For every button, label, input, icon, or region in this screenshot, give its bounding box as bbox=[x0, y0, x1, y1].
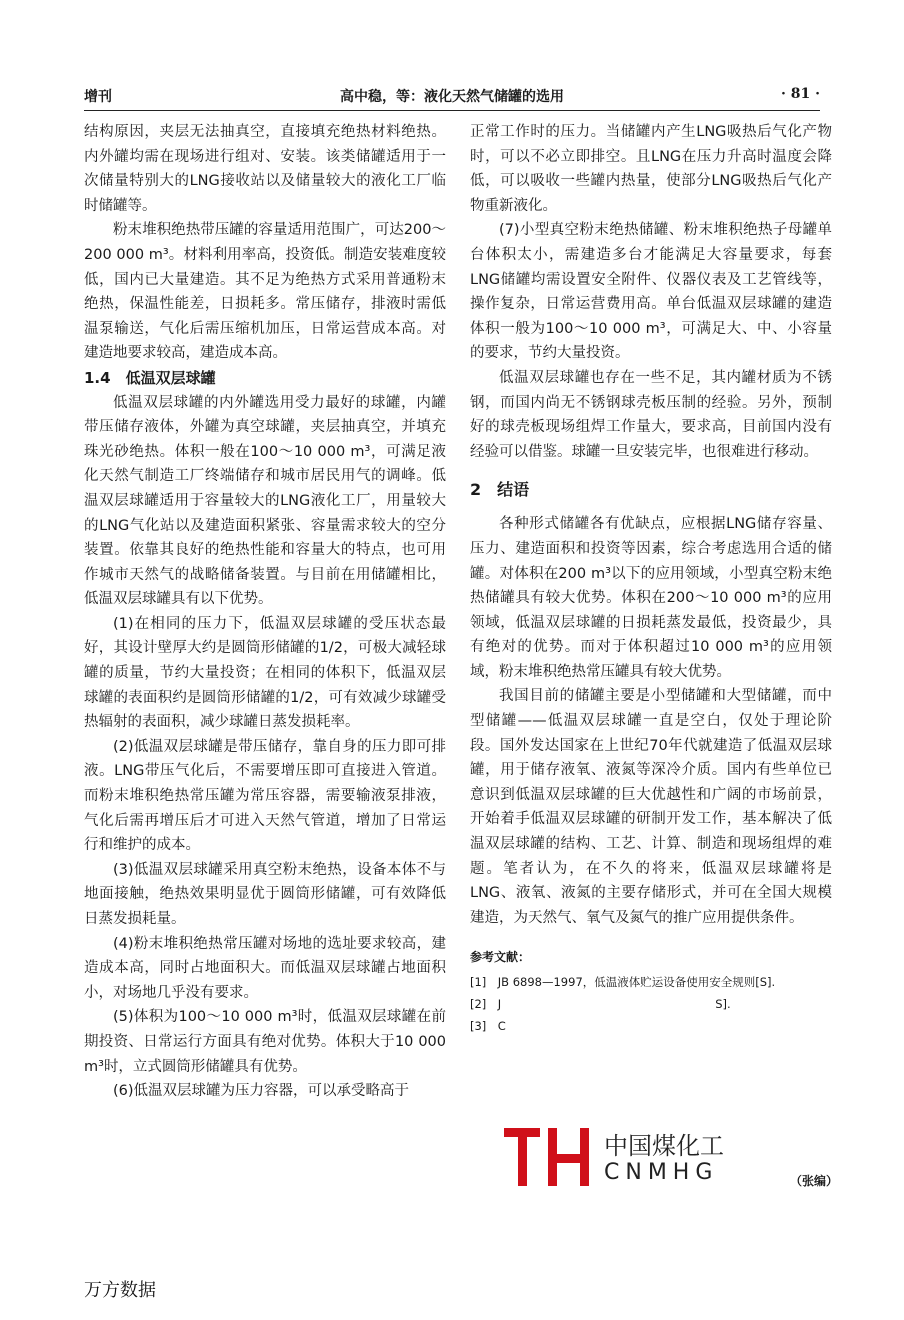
paragraph: (5)体积为100～10 000 m³时，低温双层球罐在前期投资、日常运行方面具有绝对优势。体积大于10 000 m³时，立式圆筒形储罐具有优势。 bbox=[84, 1009, 446, 1075]
paragraph: 低温双层球罐也存在一些不足，其内罐材质为不锈钢，而国内尚无不锈钢球壳板压制的经验。另外，预制好的球壳板现场组焊工作量大，要求高，目前国内没有经验可以借鉴。球罐一旦安装完毕，也很难进行移动。 bbox=[470, 369, 832, 460]
reference-item: [3] C bbox=[470, 1019, 506, 1034]
paragraph: 低温双层球罐的内外罐选用受力最好的球罐，内罐带压储存液体，外罐为真空球罐，夹层抽真空，并填充珠光砂绝热。体积一般在100～10 000 m³，可满足液化天然气制造工厂终端储存和城市居民用气的调峰。低温双层球罐适用于容量较大的LNG液化工厂，用量较大的LNG气化站以及建造面积紧张、容量需求较大的空分装置。依靠其良好的绝热性能和容量大的特点，也可用作城市天然气的战略储备装置。与目前在用储罐相比，低温双层球罐具有以下优势。 bbox=[84, 394, 446, 608]
paragraph: (2)低温双层球罐是带压储存，靠自身的压力即可排液。LNG带压气化后，不需要增压即可直接进入管道。而粉末堆积绝热常压罐为常压容器，需要输液泵排液，气化后需再增压后才可进入天然气管道，增加了日常运行和维护的成本。 bbox=[84, 738, 446, 854]
wanfang-watermark: 万方数据 bbox=[84, 1280, 156, 1301]
paragraph: 粉末堆积绝热带压罐的容量适用范围广，可达200～200 000 m³。材料利用率高，投资低。制造安装难度较低，国内已大量建造。其不足为绝热方式采用普通粉末绝热，保温性能差，日损耗多。常压储存，排液时需低温泵输送，气化后需压缩机加压，日常运营成本高。对建造地要求较高，建造成本高。 bbox=[84, 222, 446, 362]
right-column bbox=[470, 120, 832, 1037]
subsection-heading: 1.4 低温双层球罐 bbox=[84, 368, 216, 387]
left-column bbox=[84, 120, 446, 1104]
section-heading: 2 结语 bbox=[470, 480, 530, 500]
reference-item bbox=[470, 993, 832, 1015]
paragraph: 各种形式储罐各有优缺点，应根据LNG储存容量、压力、建造面积和投资等因素，综合考虑选用合适的储罐。对体积在200 m³以下的应用领域，小型真空粉末绝热储罐具有较大优势。体积在200～10 000 m³的应用领域，低温双层球罐的日损耗蒸发最低，投资最少，具有绝对的优势。而对于体积超过10 000 m³的应用领域，粉末堆积绝热常压罐具有较大优势。 bbox=[470, 516, 832, 680]
reference-item-text: [2] J bbox=[470, 997, 502, 1012]
header-journal-issue: 增刊 bbox=[84, 89, 112, 105]
logo-chinese-text: 中国煤化工 bbox=[604, 1132, 724, 1160]
references bbox=[470, 948, 832, 1037]
running-header bbox=[84, 86, 820, 106]
paragraph: 我国目前的储罐主要是小型储罐和大型储罐，而中型储罐——低温双层球罐一直是空白，仅处于理论阶段。国外发达国家在上世纪70年代就建造了低温双层球罐，用于储存液氧、液氮等深冷介质。国内有些单位已意识到低温双层球罐的巨大优越性和广阔的市场前景，开始着手低温双层球罐的研制开发工作，基本解决了低温双层球罐的结构、工艺、计算、制造和现场组焊的难题。笔者认为，在不久的将来，低温双层球罐将是LNG、液氧、液氮的主要存储形式，并可在全国大规模建造，为天然气、氧气及氮气的推广应用提供条件。 bbox=[470, 688, 832, 926]
logo-mark-icon bbox=[502, 1124, 594, 1188]
paragraph: (7)小型真空粉末绝热储罐、粉末堆积绝热子母罐单台体积太小，需建造多台才能满足大容量要求，每套LNG储罐均需设置安全附件、仪器仪表及工艺管线等，操作复杂，日常运营费用高。单台低温双层球罐的建造体积一般为100～10 000 m³，可满足大、中、小容量的要求，节约大量投资。 bbox=[470, 222, 832, 362]
logo-english-text: CNMHG bbox=[604, 1160, 719, 1185]
paragraph: 正常工作时的压力。当储罐内产生LNG吸热后气化产物时，可以不必立即排空。且LNG在压力升高时温度会降低，可以吸收一些罐内热量，使部分LNG吸热后气化产物重新液化。 bbox=[470, 124, 832, 214]
paragraph: (4)粉末堆积绝热常压罐对场地的选址要求较高，建造成本高，同时占地面积大。而低温双层球罐占地面积小，对场地几乎没有要求。 bbox=[84, 935, 446, 1001]
cnmhg-logo bbox=[502, 1122, 742, 1192]
paragraph: (3)低温双层球罐采用真空粉末绝热，设备本体不与地面接触，绝热效果明显优于圆筒形储罐，可有效降低日蒸发损耗量。 bbox=[84, 861, 446, 927]
reference-item: [1] JB 6898—1997，低温液体贮运设备使用安全规则[S]. bbox=[470, 975, 776, 990]
paragraph: (1)在相同的压力下，低温双层球罐的受压状态最好，其设计壁厚大约是圆筒形储罐的1/2，可极大减轻球罐的质量，节约大量投资；在相同的体积下，低温双层球罐的表面积约是圆筒形储罐的1/2，可有效减少球罐受热辐射的表面积，减少球罐日蒸发损耗率。 bbox=[84, 615, 446, 731]
header-page-number: · 81 · bbox=[781, 86, 820, 102]
references-title: 参考文献： bbox=[470, 950, 531, 965]
header-rule bbox=[84, 110, 820, 111]
editor-note: （张编） bbox=[790, 1174, 839, 1188]
paragraph: 结构原因，夹层无法抽真空，直接填充绝热材料绝热。内外罐均需在现场进行组对、安装。该类储罐适用于一次储量特别大的LNG接收站以及储量较大的液化工厂临时储罐等。 bbox=[84, 124, 446, 214]
reference-item-tail: S]. bbox=[715, 997, 731, 1012]
header-title: 高中稳，等：液化天然气储罐的选用 bbox=[340, 89, 564, 105]
paragraph: (6)低温双层球罐为压力容器，可以承受略高于 bbox=[113, 1083, 410, 1100]
